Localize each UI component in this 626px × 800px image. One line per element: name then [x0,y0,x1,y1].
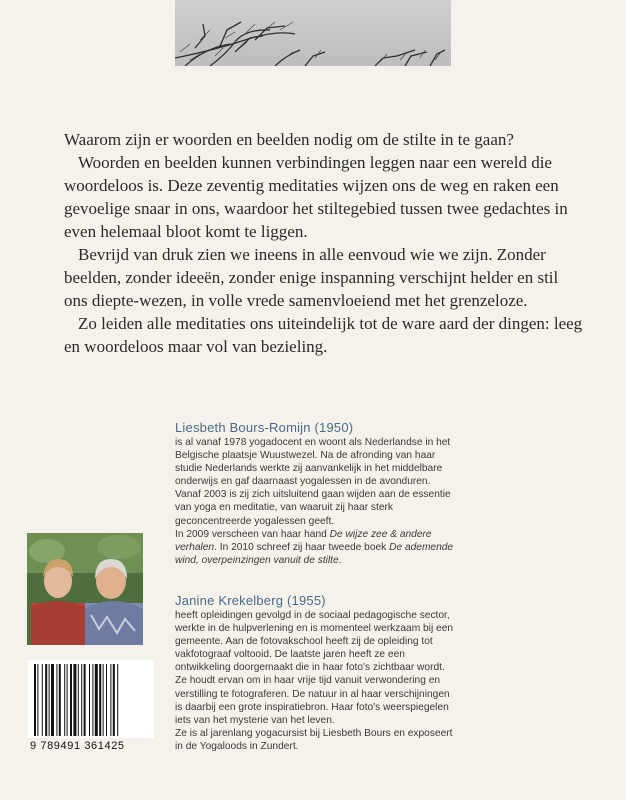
isbn-number: 9 789491 361425 [30,740,125,752]
barcode-bar [110,664,111,736]
cover-photo-branches [175,0,451,66]
barcode-bar [99,664,101,736]
author-bio [175,420,455,567]
authors-photo-illustration [27,533,143,645]
barcode-bar [59,664,61,736]
author-bio-text-c: . [338,554,342,566]
photographer-bio-paragraph-1: heeft opleidingen gevolgd in de sociaal pedagogische sector, werkte in de hulpverlening en is momenteel werkzaam bij een gemeente. Aan de fotovakschool heeft zij de opleiding tot vakfotograaf voltooid. De laatste jaren heeft ze een ontwikkeling doorgemaakt die in haar foto's zichtbaar wordt. Ze houdt ervan om in haar vrije tijd vanuit verwondering en verstilling te fotograferen. De natuur in al haar verschijningen is daarbij een grote inspiratiebron. Haar foto's weerspiegelen iets van het mysterie van het leven. [175,610,454,726]
barcode-bar [49,664,50,736]
barcode-bar [73,664,76,736]
blurb-text [64,128,584,358]
author-bio-text-b: . In 2010 schreef zij haar tweede boek [214,541,390,553]
author-name: Liesbeth Bours-Romijn (1950) [175,420,354,435]
barcode-bar [56,664,57,736]
barcode-bar [67,664,68,736]
barcode-bar [34,664,36,736]
photographer-name: Janine Krekelberg (1955) [175,593,326,608]
blurb-paragraph-3: Bevrijd van druk zien we ineens in alle eenvoud wie we zijn. Zonder beelden, zonder ideeën, zonder enige inspanning verschijnt helder en stil ons diepte-wezen, in volle vrede samenvloeiend met het grenzeloze. [64,245,559,310]
barcode-bar [78,664,79,736]
barcode-bar [95,664,98,736]
blurb-paragraph-1: Waarom zijn er woorden en beelden nodig om de stilte in te gaan? [64,130,514,149]
barcode-bar [51,664,54,736]
book-title-2: De ademende wind, overpeinzingen vanuit de stilte [175,541,454,566]
barcode-bars [32,664,150,736]
barcode-bar [103,664,104,736]
photographer-bio [175,593,455,753]
barcode-bar [81,664,82,736]
barcode-bar [113,664,115,736]
author-bio-paragraph-2 [175,528,455,567]
photographer-bio-paragraph-2: Ze is al jarenlang yogacursist bij Liesbeth Bours en exposeert in de Yogaloods in Zundert. [175,727,453,752]
barcode-bar [84,664,86,736]
authors-photo [27,533,143,645]
barcode-bar [70,664,72,736]
author-bio-paragraph-1: is al vanaf 1978 yogadocent en woont als Nederlandse in het Belgische plaatsje Wuustwezel. Na de afronding van haar studie Nederlands werkte zij aanvankelijk in het middelbare onderwijs en gaf daarnaast yogalessen in de avonduren. Vanaf 2003 is zij zich uitsluitend gaan wijden aan de essentie van yoga en meditatie, van waaruit zij haar sterk geconcentreerde yogalessen geeft. [175,437,451,527]
barcode-bar [89,664,90,736]
blurb-paragraph-4: Zo leiden alle meditaties ons uiteindelijk tot de ware aard der dingen: leeg en woordeloos maar vol van bezieling. [64,314,583,356]
barcode-bar [42,664,43,736]
barcode-bar [45,664,47,736]
barcode-bar [92,664,93,736]
author-bio-text-a: In 2009 verscheen van haar hand [175,528,330,540]
barcode-bar [106,664,107,736]
book-title-1: De wijze zee & andere verhalen [175,528,432,553]
barcode-bar [117,664,118,736]
barcode [28,660,154,738]
branches-illustration [175,0,451,66]
barcode-bar [37,664,38,736]
barcode-bar [64,664,65,736]
blurb-paragraph-2: Woorden en beelden kunnen verbindingen leggen naar een wereld die woordeloos is. Deze zeventig meditaties wijzen ons de weg en raken een gevoelige snaar in ons, waardoor het stiltegebied tussen twee gedachtes in even helemaal bloot komt te liggen. [64,153,568,241]
